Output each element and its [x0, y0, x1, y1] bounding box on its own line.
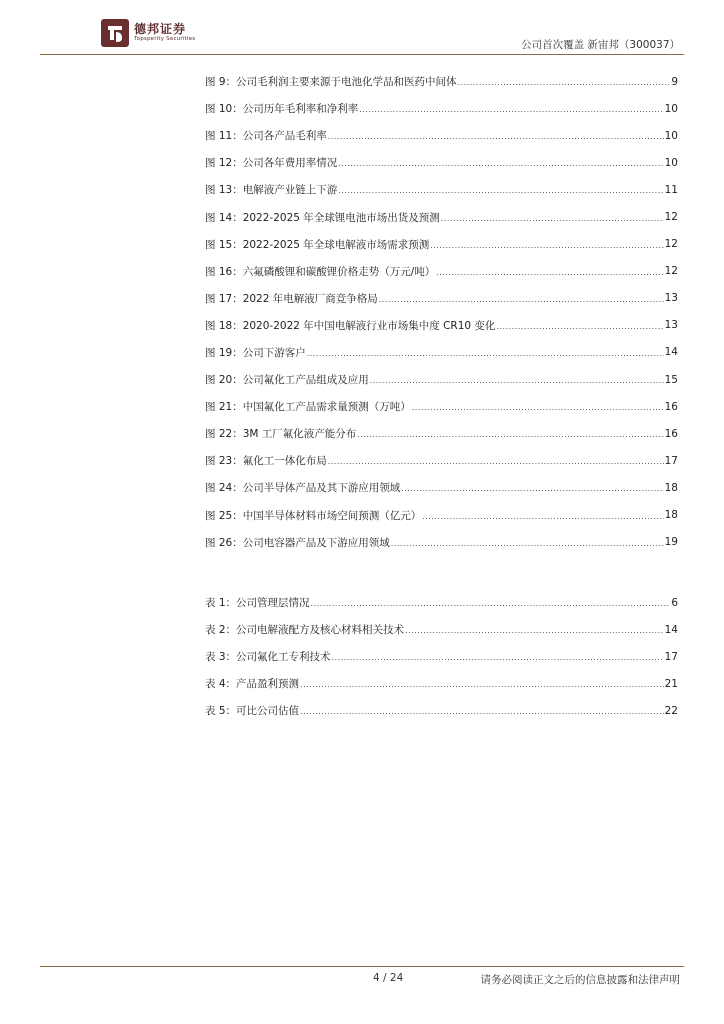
toc-entry-label: 图 14：2022-2025 年全球锂电池市场出货及预测 [205, 211, 440, 224]
toc-entry-label: 表 2：公司电解液配方及核心材料相关技术 [205, 624, 405, 637]
toc-entry[interactable] [205, 616, 678, 643]
toc-leader-dots [359, 105, 663, 114]
toc-entry-page: 18 [664, 481, 678, 494]
toc-entry-label: 图 18：2020-2022 年中国电解液行业市场集中度 CR10 变化 [205, 319, 496, 332]
toc-entry[interactable] [205, 670, 678, 697]
toc-leader-dots [338, 186, 663, 195]
toc-entry[interactable] [205, 176, 678, 203]
toc-leader-dots [379, 295, 664, 304]
toc-entry[interactable] [205, 231, 678, 258]
toc-entry[interactable] [205, 95, 678, 122]
toc-entry[interactable] [205, 529, 678, 556]
toc-leader-dots [300, 680, 664, 689]
toc-entry-page: 18 [664, 509, 678, 522]
toc-entry-page: 10 [664, 129, 678, 142]
toc-entry-label: 图 17：2022 年电解液厂商竞争格局 [205, 292, 378, 305]
table-list [205, 589, 678, 724]
toc-entry[interactable] [205, 420, 678, 447]
toc-entry-label: 表 4：产品盈利预测 [205, 678, 300, 691]
toc-leader-dots [458, 78, 671, 87]
toc-entry-page: 9 [671, 75, 678, 88]
toc-entry-label: 图 20：公司氟化工产品组成及应用 [205, 374, 369, 387]
toc-entry-label: 图 25：中国半导体材料市场空间预测（亿元） [205, 509, 422, 522]
toc-entry-label: 图 21：中国氟化工产品需求量预测（万吨） [205, 401, 411, 414]
toc-entry-label: 表 3：公司氟化工专利技术 [205, 651, 331, 664]
toc-entry-label: 图 24：公司半导体产品及其下游应用领域 [205, 482, 401, 495]
toc-entry-page: 12 [664, 238, 678, 251]
toc-entry-page: 17 [664, 650, 678, 663]
toc-entry[interactable] [205, 589, 678, 616]
toc-leader-dots [430, 241, 663, 250]
toc-entry-label: 图 22：3M 工厂氟化液产能分布 [205, 428, 357, 441]
toc-leader-dots [422, 512, 663, 521]
toc-entry-label: 图 26：公司电容器产品及下游应用领域 [205, 536, 390, 549]
toc-entry-page: 13 [664, 292, 678, 305]
toc-leader-dots [496, 322, 663, 331]
toc-entry-page: 11 [664, 183, 678, 196]
toc-entry-label: 图 10：公司历年毛利率和净利率 [205, 103, 359, 116]
toc-entry[interactable] [205, 285, 678, 312]
toc-leader-dots [441, 214, 664, 223]
toc-leader-dots [401, 484, 663, 493]
toc-leader-dots [391, 539, 664, 548]
toc-leader-dots [357, 430, 663, 439]
toc-entry[interactable] [205, 339, 678, 366]
toc-entry[interactable] [205, 122, 678, 149]
toc-entry-label: 图 9：公司毛利润主要来源于电池化学品和医药中间体 [205, 76, 457, 89]
logo-text-en: Topsperity Securities [134, 36, 196, 42]
toc-leader-dots [412, 403, 664, 412]
toc-entry-page: 6 [671, 596, 678, 609]
toc-entry-page: 13 [664, 319, 678, 332]
toc-entry-label: 表 1：公司管理层情况 [205, 597, 310, 610]
toc-leader-dots [328, 132, 664, 141]
logo-text-cn: 德邦证券 [134, 22, 187, 36]
toc-entry-page: 21 [664, 677, 678, 690]
figure-list [205, 68, 678, 556]
toc-leader-dots [328, 457, 664, 466]
toc-entry[interactable] [205, 68, 678, 95]
toc-leader-dots [405, 626, 664, 635]
toc-entry-page: 16 [664, 400, 678, 413]
toc-entry-page: 10 [664, 156, 678, 169]
toc-entry-page: 12 [664, 265, 678, 278]
toc-entry-page: 16 [664, 427, 678, 440]
toc-entry[interactable] [205, 258, 678, 285]
toc-entry[interactable] [205, 366, 678, 393]
header-divider [40, 54, 684, 55]
legal-disclaimer: 请务必阅读正文之后的信息披露和法律声明 [480, 974, 680, 986]
toc-entry-page: 10 [664, 102, 678, 115]
toc-entry-label: 图 13：电解液产业链上下游 [205, 184, 338, 197]
company-logo [100, 18, 220, 50]
toc-leader-dots [300, 707, 664, 716]
toc-leader-dots [307, 349, 664, 358]
toc-entry-label: 图 23：氟化工一体化布局 [205, 455, 327, 468]
toc-entry-page: 15 [664, 373, 678, 386]
toc-leader-dots [436, 268, 663, 277]
toc-entry-page: 19 [664, 536, 678, 549]
toc-entry-label: 图 11：公司各产品毛利率 [205, 130, 327, 143]
toc-entry-label: 图 16：六氟磷酸锂和碳酸锂价格走势（万元/吨） [205, 265, 436, 278]
toc-entry-label: 图 15：2022-2025 年全球电解液市场需求预测 [205, 238, 430, 251]
toc-entry-page: 22 [664, 704, 678, 717]
toc-entry[interactable] [205, 312, 678, 339]
toc-entry-label: 图 12：公司各年费用率情况 [205, 157, 338, 170]
page-number: 4 / 24 [373, 972, 404, 984]
toc-entry-page: 12 [664, 211, 678, 224]
toc-entry[interactable] [205, 474, 678, 501]
toc-entry[interactable] [205, 447, 678, 474]
toc-entry-page: 14 [664, 623, 678, 636]
toc-entry-label: 表 5：可比公司估值 [205, 705, 300, 718]
toc-entry[interactable] [205, 643, 678, 670]
toc-leader-dots [311, 599, 671, 608]
toc-entry[interactable] [205, 149, 678, 176]
toc-entry-label: 图 19：公司下游客户 [205, 346, 306, 359]
footer-divider [40, 966, 684, 967]
toc-leader-dots [332, 653, 664, 662]
report-title: 公司首次覆盖 新宙邦（300037） [521, 39, 680, 51]
toc-entry-page: 17 [664, 454, 678, 467]
toc-entry[interactable] [205, 502, 678, 529]
logo-mark-icon [100, 18, 130, 48]
toc-leader-dots [370, 376, 664, 385]
toc-entry-page: 14 [664, 346, 678, 359]
toc-entry[interactable] [205, 697, 678, 724]
toc-leader-dots [338, 159, 663, 168]
toc-entry[interactable] [205, 203, 678, 230]
toc-entry[interactable] [205, 393, 678, 420]
